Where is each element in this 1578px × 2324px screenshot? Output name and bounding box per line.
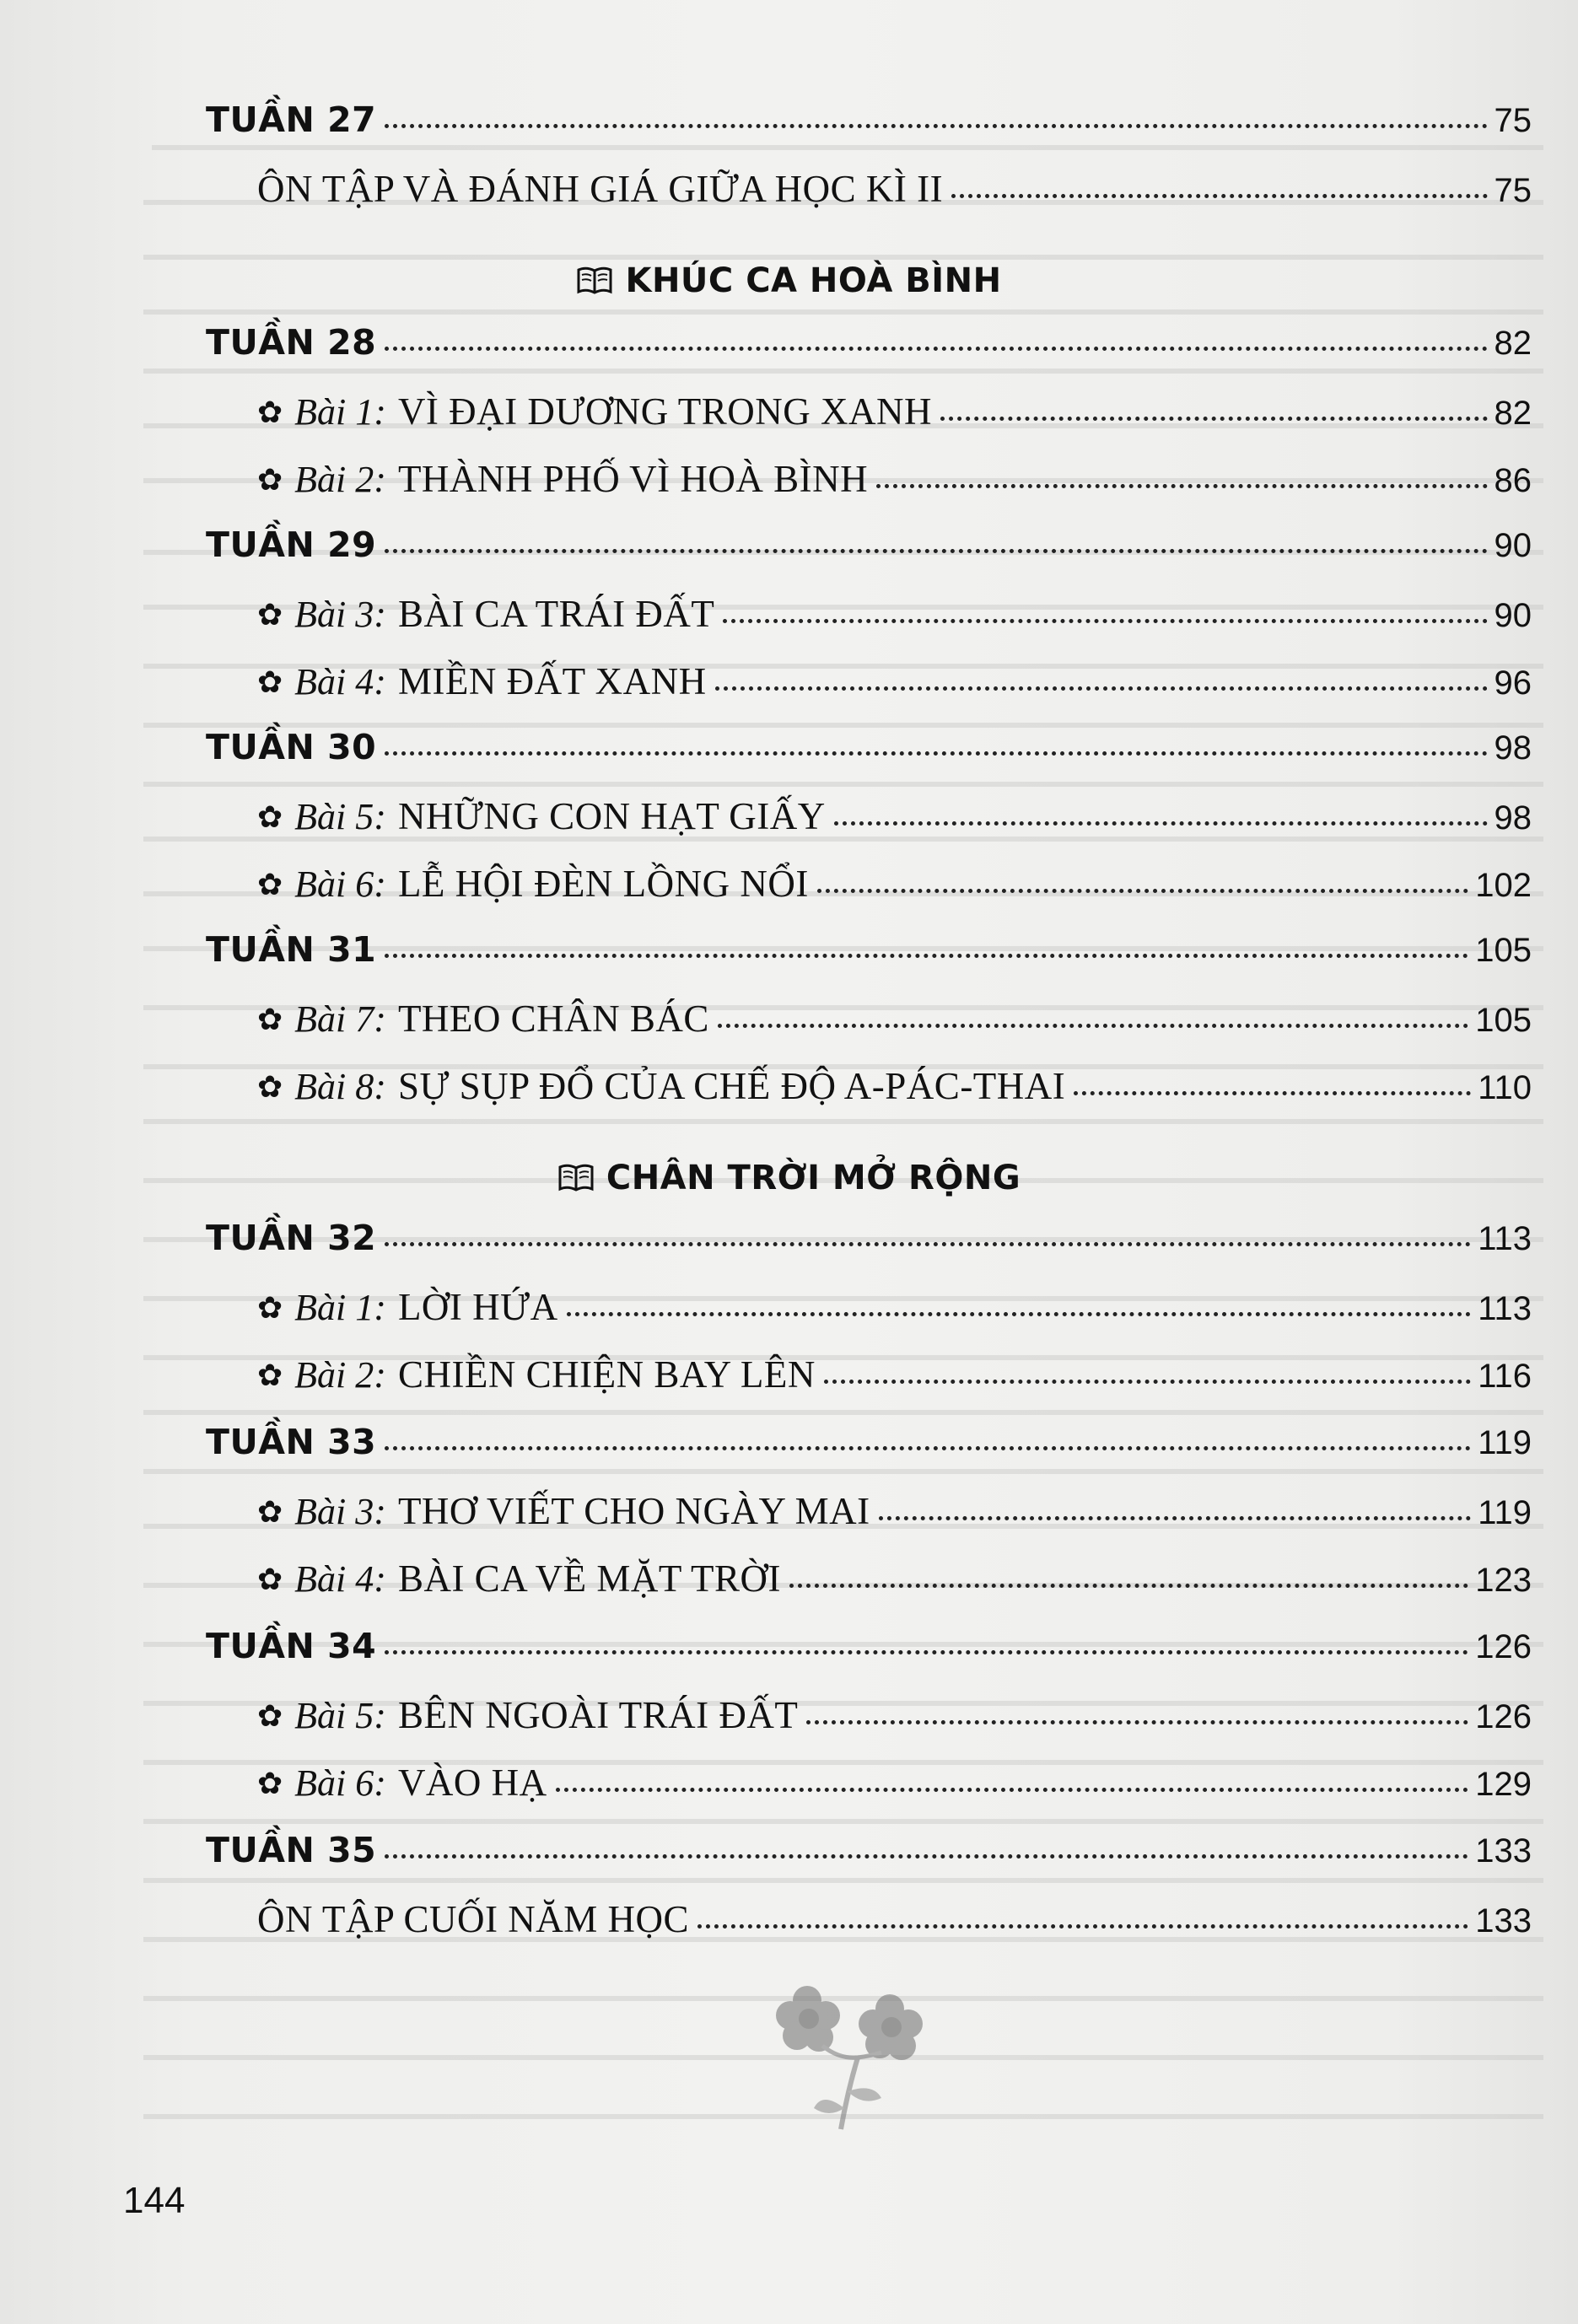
dot-leader: [834, 813, 1488, 826]
lesson-number: Bài 3:: [294, 594, 386, 635]
flower-star-icon: ✿: [257, 868, 283, 902]
book-icon: [557, 1163, 595, 1193]
book-icon: [576, 266, 613, 296]
dot-leader: [385, 116, 1487, 128]
lesson-number: Bài 4:: [294, 661, 386, 702]
flower-star-icon: ✿: [257, 800, 283, 835]
dot-leader: [556, 1779, 1469, 1792]
lesson-number: Bài 2:: [294, 459, 386, 500]
lesson-title: THÀNH PHỐ VÌ HOÀ BÌNH: [397, 458, 869, 500]
page-ref: 98: [1494, 729, 1532, 767]
dot-leader: [824, 1371, 1471, 1384]
page-ref: 82: [1494, 325, 1532, 362]
lesson-title: MIỀN ĐẤT XANH: [397, 660, 707, 702]
dot-leader: [385, 1234, 1471, 1246]
lesson-title: SỰ SỤP ĐỔ CỦA CHẾ ĐỘ A-PÁC-THAI: [397, 1065, 1066, 1107]
dot-leader: [715, 678, 1488, 691]
dot-leader: [385, 1846, 1468, 1859]
page-ref: 82: [1494, 395, 1532, 432]
toc-lesson-row[interactable]: [257, 1761, 1532, 1820]
page-ref: 90: [1494, 527, 1532, 564]
page-ref: 129: [1475, 1766, 1532, 1803]
lesson-title: VÀO HẠ: [397, 1762, 547, 1804]
dot-leader: [697, 1916, 1468, 1929]
page-ref: 119: [1478, 1494, 1532, 1531]
toc-week-row[interactable]: [206, 727, 1532, 786]
page-ref: 105: [1475, 1002, 1532, 1039]
dot-leader: [385, 1642, 1468, 1654]
flower-icon: [763, 1965, 949, 2133]
lesson-number: Bài 6:: [294, 1762, 386, 1804]
page-ref: 102: [1475, 867, 1532, 904]
page-ref: 90: [1494, 597, 1532, 634]
lesson-number: Bài 1:: [294, 1287, 386, 1328]
toc-lesson-row[interactable]: [257, 1693, 1532, 1752]
flower-star-icon: ✿: [257, 1291, 283, 1326]
week-label: TUẦN 34: [206, 1626, 377, 1666]
dot-leader: [385, 338, 1487, 351]
dot-leader: [385, 541, 1487, 553]
page-ref: 86: [1494, 462, 1532, 499]
flower-star-icon: ✿: [257, 1003, 283, 1037]
week-label: TUẦN 30: [206, 727, 377, 767]
review-title: ÔN TẬP CUỐI NĂM HỌC: [257, 1898, 690, 1940]
toc-review-row[interactable]: [257, 167, 1532, 226]
flower-star-icon: ✿: [257, 1358, 283, 1393]
section-title: KHÚC CA HOÀ BÌNH: [625, 261, 1002, 300]
lesson-title: BÊN NGOÀI TRÁI ĐẤT: [397, 1694, 799, 1736]
dot-leader: [817, 880, 1468, 893]
lesson-title: CHIỀN CHIỆN BAY LÊN: [397, 1353, 816, 1396]
page-ref: 75: [1494, 102, 1532, 139]
toc-week-row[interactable]: [206, 1830, 1532, 1889]
review-title: ÔN TẬP VÀ ĐÁNH GIÁ GIỮA HỌC KÌ II: [257, 168, 944, 210]
week-label: TUẦN 27: [206, 100, 377, 140]
toc-week-row[interactable]: [206, 1422, 1532, 1481]
flower-star-icon: ✿: [257, 1699, 283, 1734]
lesson-number: Bài 1:: [294, 391, 386, 433]
lesson-title: BÀI CA VỀ MẶT TRỜI: [397, 1557, 781, 1600]
week-label: TUẦN 35: [206, 1830, 377, 1870]
page-ref: 110: [1478, 1069, 1532, 1106]
toc-lesson-row[interactable]: [257, 794, 1532, 853]
flower-star-icon: ✿: [257, 1070, 283, 1105]
toc-lesson-row[interactable]: [257, 1285, 1532, 1344]
dot-leader: [385, 1438, 1471, 1450]
dot-leader: [718, 1015, 1468, 1028]
lesson-title: BÀI CA TRÁI ĐẤT: [397, 593, 715, 635]
dot-leader: [789, 1575, 1468, 1588]
toc-lesson-row[interactable]: [257, 659, 1532, 718]
week-label: TUẦN 29: [206, 525, 377, 565]
toc-week-row[interactable]: [206, 100, 1532, 159]
lesson-number: Bài 3:: [294, 1491, 386, 1532]
dot-leader: [385, 743, 1487, 756]
page-number: 144: [123, 2180, 186, 2221]
page-ref: 96: [1494, 664, 1532, 702]
lesson-number: Bài 7:: [294, 998, 386, 1040]
lesson-number: Bài 8:: [294, 1066, 386, 1107]
section-heading: [0, 251, 1578, 310]
lesson-title: VÌ ĐẠI DƯƠNG TRONG XANH: [397, 390, 932, 433]
page-ref: 98: [1494, 799, 1532, 837]
week-label: TUẦN 33: [206, 1422, 377, 1462]
page-ref: 126: [1475, 1628, 1532, 1665]
week-label: TUẦN 32: [206, 1218, 377, 1258]
page-ref: 75: [1494, 172, 1532, 209]
lesson-title: NHỮNG CON HẠT GIẤY: [397, 795, 826, 837]
toc-week-row[interactable]: [206, 1626, 1532, 1685]
lesson-number: Bài 6:: [294, 863, 386, 905]
toc-week-row[interactable]: [206, 1218, 1532, 1277]
page-ref: 113: [1478, 1290, 1532, 1327]
toc-lesson-row[interactable]: [257, 1489, 1532, 1548]
lesson-number: Bài 5:: [294, 1695, 386, 1736]
page-ref: 123: [1475, 1562, 1532, 1599]
flower-star-icon: ✿: [257, 665, 283, 700]
toc-week-row[interactable]: [206, 525, 1532, 584]
page-ref: 113: [1478, 1220, 1532, 1257]
week-label: TUẦN 31: [206, 929, 377, 970]
flower-star-icon: ✿: [257, 1563, 283, 1597]
page-ref: 133: [1475, 1832, 1532, 1869]
dot-leader: [567, 1304, 1472, 1316]
week-label: TUẦN 28: [206, 322, 377, 363]
lesson-title: LỄ HỘI ĐÈN LỒNG NỔI: [397, 863, 809, 905]
flower-star-icon: ✿: [257, 1767, 283, 1801]
dot-leader: [1074, 1083, 1471, 1095]
lesson-number: Bài 2:: [294, 1354, 386, 1396]
toc-lesson-row[interactable]: [257, 1557, 1532, 1616]
toc-lesson-row[interactable]: [257, 457, 1532, 516]
lesson-number: Bài 4:: [294, 1558, 386, 1600]
dot-leader: [951, 186, 1487, 198]
toc-lesson-row[interactable]: [257, 1064, 1532, 1123]
page-ref: 116: [1478, 1358, 1532, 1395]
flower-star-icon: ✿: [257, 463, 283, 498]
section-title: CHÂN TRỜI MỞ RỘNG: [606, 1159, 1021, 1197]
toc-review-row[interactable]: [257, 1897, 1532, 1956]
toc-lesson-row[interactable]: [257, 997, 1532, 1056]
page-ref: 126: [1475, 1698, 1532, 1735]
toc-lesson-row[interactable]: [257, 390, 1532, 449]
toc-week-row[interactable]: [206, 322, 1532, 381]
page-ref: 105: [1475, 932, 1532, 969]
lesson-title: THEO CHÂN BÁC: [397, 998, 709, 1040]
dot-leader: [940, 408, 1488, 421]
page-ref: 119: [1478, 1424, 1532, 1461]
flower-star-icon: ✿: [257, 598, 283, 632]
flower-star-icon: ✿: [257, 1495, 283, 1530]
dot-leader: [385, 945, 1468, 958]
toc-week-row[interactable]: [206, 929, 1532, 988]
flower-star-icon: ✿: [257, 395, 283, 430]
dot-leader: [876, 476, 1487, 488]
section-heading: [0, 1149, 1578, 1208]
lesson-title: THƠ VIẾT CHO NGÀY MAI: [397, 1490, 870, 1532]
dot-leader: [806, 1712, 1468, 1724]
lesson-number: Bài 5:: [294, 796, 386, 837]
toc-lesson-row[interactable]: [257, 592, 1532, 651]
dot-leader: [723, 611, 1487, 623]
toc-lesson-row[interactable]: [257, 862, 1532, 921]
dot-leader: [879, 1508, 1472, 1520]
page-ref: 133: [1475, 1902, 1532, 1939]
lesson-title: LỜI HỨA: [397, 1286, 558, 1328]
toc-lesson-row[interactable]: [257, 1353, 1532, 1412]
